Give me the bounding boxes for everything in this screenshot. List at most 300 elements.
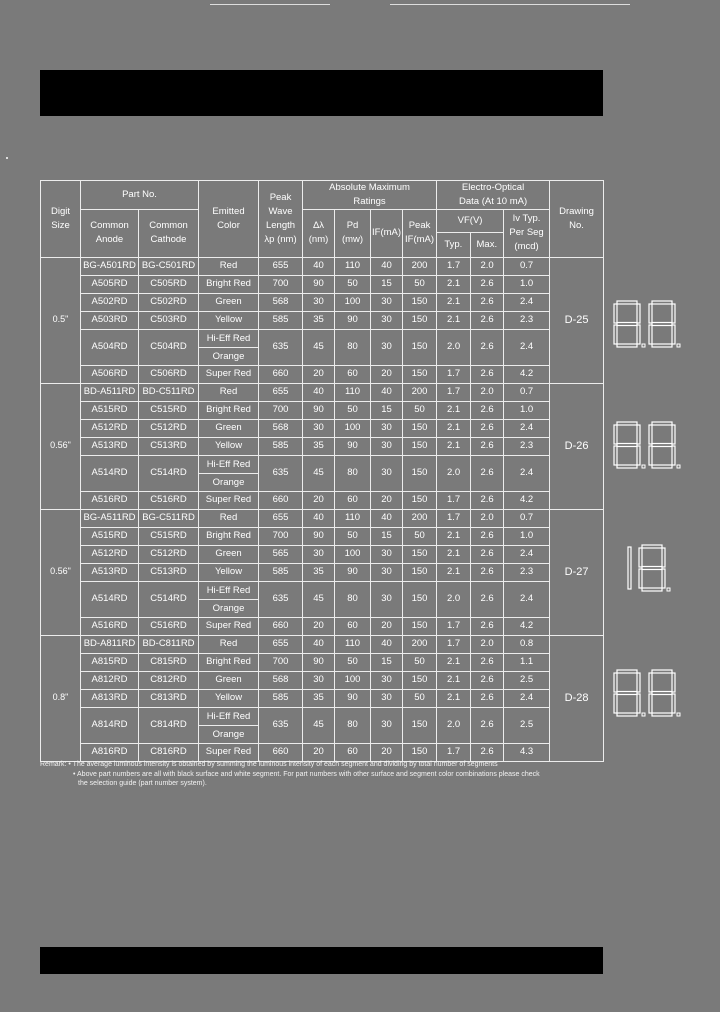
- segment: [617, 444, 637, 447]
- value-if: 30: [371, 671, 403, 689]
- common-anode-part: A814RD: [81, 707, 139, 743]
- emitted-color-primary: Hi-Eff Red: [199, 330, 259, 348]
- segment: [652, 344, 672, 347]
- emitted-color-cell: Green: [199, 671, 259, 689]
- emitted-color-cell: Red: [199, 257, 259, 275]
- value-peak: 200: [403, 509, 437, 527]
- value-if: 15: [371, 275, 403, 293]
- value-dl: 90: [303, 401, 335, 419]
- value-if: 30: [371, 329, 403, 365]
- value-typ: 2.1: [437, 437, 471, 455]
- segment: [652, 422, 672, 425]
- drawing-number: D-28: [550, 635, 604, 761]
- value-peak: 50: [403, 527, 437, 545]
- value-wave: 635: [259, 707, 303, 743]
- value-typ: 2.1: [437, 689, 471, 707]
- common-cathode-part: C812RD: [139, 671, 199, 689]
- segment: [652, 692, 672, 695]
- value-iv: 1.0: [504, 275, 550, 293]
- value-pd: 50: [335, 653, 371, 671]
- common-anode-part: BD-A811RD: [81, 635, 139, 653]
- common-cathode-part: BD-C811RD: [139, 635, 199, 653]
- remarks: [40, 760, 640, 789]
- common-cathode-part: BD-C511RD: [139, 383, 199, 401]
- decimal-point: [677, 344, 680, 347]
- common-cathode-part: C515RD: [139, 527, 199, 545]
- emitted-color-cell: Bright Red: [199, 275, 259, 293]
- value-iv: 2.4: [504, 545, 550, 563]
- value-typ: 2.0: [437, 329, 471, 365]
- table-row: [41, 365, 604, 383]
- common-anode-part: A512RD: [81, 545, 139, 563]
- emitted-color-cell: Yellow: [199, 437, 259, 455]
- typ-header: Typ.: [437, 233, 471, 257]
- value-iv: 2.4: [504, 455, 550, 491]
- digit-size-cell: 0.56": [41, 383, 81, 509]
- bottom-banner: [40, 947, 603, 974]
- value-dl: 45: [303, 455, 335, 491]
- iv-header: Iv Typ. Per Seg (mcd): [504, 209, 550, 257]
- value-typ: 2.1: [437, 527, 471, 545]
- value-typ: 2.0: [437, 581, 471, 617]
- table-body: [41, 257, 604, 761]
- common-anode-part: A505RD: [81, 275, 139, 293]
- value-wave: 635: [259, 581, 303, 617]
- value-typ: 2.0: [437, 707, 471, 743]
- value-typ: 1.7: [437, 635, 471, 653]
- table-row: [41, 275, 604, 293]
- common-cathode-part: C502RD: [139, 293, 199, 311]
- emitted-color-cell: Yellow: [199, 563, 259, 581]
- value-dl: 45: [303, 707, 335, 743]
- emitted-color-cell: [199, 707, 259, 743]
- value-max: 2.6: [471, 581, 504, 617]
- segment: [652, 301, 672, 304]
- segment: [652, 713, 672, 716]
- value-pd: 90: [335, 563, 371, 581]
- table-header: [41, 181, 604, 258]
- value-peak: 200: [403, 383, 437, 401]
- common-anode-part: A513RD: [81, 563, 139, 581]
- table-row: [41, 581, 604, 617]
- common-cathode-part: C514RD: [139, 581, 199, 617]
- value-max: 2.6: [471, 437, 504, 455]
- table-row: [41, 491, 604, 509]
- value-pd: 90: [335, 689, 371, 707]
- value-dl: 20: [303, 617, 335, 635]
- value-peak: 150: [403, 707, 437, 743]
- table-row: [41, 617, 604, 635]
- value-wave: 655: [259, 257, 303, 275]
- common-anode-part: A503RD: [81, 311, 139, 329]
- value-pd: 50: [335, 527, 371, 545]
- segment: [614, 446, 617, 465]
- common-anode-part: A506RD: [81, 365, 139, 383]
- emitted-color-cell: Green: [199, 545, 259, 563]
- segment: [642, 567, 662, 570]
- value-if: 20: [371, 491, 403, 509]
- value-wave: 568: [259, 671, 303, 689]
- abs-max-header: Absolute Maximum Ratings: [303, 181, 437, 210]
- display-drawing-d26: [609, 418, 689, 478]
- segment: [672, 325, 675, 344]
- value-dl: 40: [303, 383, 335, 401]
- value-wave: 568: [259, 419, 303, 437]
- value-max: 2.6: [471, 365, 504, 383]
- segment: [649, 694, 652, 713]
- value-pd: 60: [335, 491, 371, 509]
- value-if: 15: [371, 401, 403, 419]
- scan-dot: [6, 157, 8, 159]
- top-rule-left: [210, 4, 330, 5]
- value-pd: 110: [335, 635, 371, 653]
- segment: [617, 323, 637, 326]
- common-cathode-part: C814RD: [139, 707, 199, 743]
- value-wave: 585: [259, 311, 303, 329]
- value-peak: 150: [403, 419, 437, 437]
- segment: [614, 694, 617, 713]
- remark-line-3: the selection guide (part number system).: [78, 780, 207, 787]
- value-if: 30: [371, 455, 403, 491]
- value-pd: 100: [335, 545, 371, 563]
- value-iv: 1.1: [504, 653, 550, 671]
- segment: [662, 569, 665, 588]
- value-iv: 0.7: [504, 509, 550, 527]
- display-drawing-d28: [609, 666, 689, 726]
- table-row: [41, 419, 604, 437]
- segment: [672, 446, 675, 465]
- value-typ: 1.7: [437, 509, 471, 527]
- common-cathode-part: C514RD: [139, 455, 199, 491]
- value-if: 20: [371, 365, 403, 383]
- value-peak: 150: [403, 563, 437, 581]
- decimal-point: [642, 465, 645, 468]
- emitted-color-secondary: Orange: [212, 350, 245, 362]
- table-row: [41, 671, 604, 689]
- value-dl: 45: [303, 581, 335, 617]
- segment: [672, 304, 675, 323]
- value-typ: 2.1: [437, 671, 471, 689]
- common-anode-part: A502RD: [81, 293, 139, 311]
- common-cathode-part: C505RD: [139, 275, 199, 293]
- emitted-color-cell: Yellow: [199, 689, 259, 707]
- value-if: 40: [371, 383, 403, 401]
- common-anode-part: A516RD: [81, 617, 139, 635]
- value-dl: 40: [303, 635, 335, 653]
- common-cathode-part: C513RD: [139, 437, 199, 455]
- emitted-color-secondary: Orange: [212, 602, 245, 614]
- segment: [614, 673, 617, 692]
- value-iv: 0.7: [504, 383, 550, 401]
- value-peak: 150: [403, 311, 437, 329]
- value-dl: 35: [303, 437, 335, 455]
- decimal-point: [677, 465, 680, 468]
- value-pd: 100: [335, 293, 371, 311]
- value-dl: 35: [303, 563, 335, 581]
- value-iv: 2.3: [504, 563, 550, 581]
- common-cathode-part: C516RD: [139, 491, 199, 509]
- common-cathode-part: C504RD: [139, 329, 199, 365]
- table-row: [41, 437, 604, 455]
- value-iv: 0.7: [504, 257, 550, 275]
- emitted-color-primary: Hi-Eff Red: [199, 582, 259, 600]
- value-max: 2.6: [471, 311, 504, 329]
- value-if: 15: [371, 527, 403, 545]
- value-typ: 2.1: [437, 653, 471, 671]
- value-max: 2.6: [471, 707, 504, 743]
- emitted-color-cell: Super Red: [199, 491, 259, 509]
- value-wave: 635: [259, 329, 303, 365]
- common-anode-part: A812RD: [81, 671, 139, 689]
- value-pd: 60: [335, 743, 371, 761]
- value-wave: 568: [259, 293, 303, 311]
- emitted-color-header: Emitted Color: [199, 181, 259, 258]
- common-anode-part: A514RD: [81, 581, 139, 617]
- value-iv: 2.4: [504, 689, 550, 707]
- value-peak: 150: [403, 437, 437, 455]
- value-wave: 700: [259, 527, 303, 545]
- max-header: Max.: [476, 238, 498, 250]
- table-row: [41, 383, 604, 401]
- value-max: 2.6: [471, 455, 504, 491]
- common-cathode-part: C503RD: [139, 311, 199, 329]
- segment: [637, 325, 640, 344]
- segment: [617, 692, 637, 695]
- value-peak: 150: [403, 293, 437, 311]
- common-cathode-part: C512RD: [139, 419, 199, 437]
- common-cathode-part: C512RD: [139, 545, 199, 563]
- value-peak: 50: [403, 689, 437, 707]
- decimal-point: [677, 713, 680, 716]
- emitted-color-cell: Red: [199, 383, 259, 401]
- segment: [637, 694, 640, 713]
- common-cathode-part: BG-C511RD: [139, 509, 199, 527]
- common-cathode-part: C516RD: [139, 617, 199, 635]
- common-anode-part: A813RD: [81, 689, 139, 707]
- segment: [652, 323, 672, 326]
- value-pd: 90: [335, 437, 371, 455]
- part-no-header: Part No.: [81, 181, 199, 210]
- drawing-header: Drawing No.: [550, 181, 604, 258]
- value-peak: 150: [403, 329, 437, 365]
- segment: [649, 673, 652, 692]
- value-peak: 150: [403, 671, 437, 689]
- emitted-color-cell: Red: [199, 509, 259, 527]
- value-wave: 700: [259, 401, 303, 419]
- value-pd: 110: [335, 509, 371, 527]
- value-if: 40: [371, 635, 403, 653]
- display-drawing-d27: [609, 541, 689, 601]
- emitted-color-cell: Super Red: [199, 743, 259, 761]
- value-peak: 150: [403, 743, 437, 761]
- value-wave: 585: [259, 437, 303, 455]
- value-pd: 50: [335, 275, 371, 293]
- value-wave: 585: [259, 689, 303, 707]
- emitted-color-secondary: Orange: [212, 476, 245, 488]
- emitted-color-cell: [199, 329, 259, 365]
- segment: [649, 304, 652, 323]
- digit-size-cell: 0.56": [41, 509, 81, 635]
- segment: [637, 446, 640, 465]
- common-anode-part: A816RD: [81, 743, 139, 761]
- value-max: 2.6: [471, 527, 504, 545]
- common-anode-part: BG-A501RD: [81, 257, 139, 275]
- value-max: 2.6: [471, 401, 504, 419]
- segment: [649, 425, 652, 444]
- value-pd: 80: [335, 329, 371, 365]
- segment: [617, 301, 637, 304]
- common-anode-part: A515RD: [81, 527, 139, 545]
- value-typ: 1.7: [437, 743, 471, 761]
- value-dl: 20: [303, 743, 335, 761]
- value-iv: 2.4: [504, 581, 550, 617]
- emitted-color-cell: [199, 581, 259, 617]
- common-cathode-part: C513RD: [139, 563, 199, 581]
- value-dl: 20: [303, 365, 335, 383]
- value-pd: 50: [335, 401, 371, 419]
- value-dl: 30: [303, 545, 335, 563]
- value-dl: 35: [303, 689, 335, 707]
- value-typ: 2.1: [437, 311, 471, 329]
- segment: [617, 344, 637, 347]
- table-row: [41, 293, 604, 311]
- value-dl: 35: [303, 311, 335, 329]
- segment: [642, 588, 662, 591]
- value-typ: 2.1: [437, 545, 471, 563]
- common-anode-header: Common Anode: [81, 209, 139, 257]
- emitted-color-cell: [199, 455, 259, 491]
- digit-size-cell: 0.8": [41, 635, 81, 761]
- value-dl: 40: [303, 257, 335, 275]
- value-pd: 80: [335, 581, 371, 617]
- table-row: [41, 545, 604, 563]
- common-anode-part: A504RD: [81, 329, 139, 365]
- value-iv: 4.3: [504, 743, 550, 761]
- segment: [672, 673, 675, 692]
- table-row: [41, 635, 604, 653]
- emitted-color-cell: Bright Red: [199, 401, 259, 419]
- value-wave: 585: [259, 563, 303, 581]
- one-segment: [628, 547, 631, 589]
- value-dl: 40: [303, 509, 335, 527]
- value-iv: 4.2: [504, 491, 550, 509]
- segment: [617, 713, 637, 716]
- common-anode-part: A513RD: [81, 437, 139, 455]
- emitted-color-cell: Bright Red: [199, 527, 259, 545]
- value-dl: 90: [303, 527, 335, 545]
- common-cathode-part: C816RD: [139, 743, 199, 761]
- emitted-color-cell: Super Red: [199, 617, 259, 635]
- value-max: 2.0: [471, 257, 504, 275]
- if-header: IF(mA): [371, 209, 403, 257]
- emitted-color-cell: Super Red: [199, 365, 259, 383]
- common-anode-part: A815RD: [81, 653, 139, 671]
- value-iv: 1.0: [504, 527, 550, 545]
- value-max: 2.6: [471, 563, 504, 581]
- drawing-number: D-26: [550, 383, 604, 509]
- value-dl: 30: [303, 419, 335, 437]
- value-iv: 2.3: [504, 311, 550, 329]
- value-max: 2.6: [471, 293, 504, 311]
- table-row: [41, 329, 604, 365]
- table-row: [41, 743, 604, 761]
- value-max: 2.6: [471, 653, 504, 671]
- value-iv: 2.4: [504, 419, 550, 437]
- vf-header: VF(V) Typ. Max.: [437, 209, 504, 257]
- value-iv: 2.4: [504, 329, 550, 365]
- value-peak: 200: [403, 257, 437, 275]
- value-pd: 80: [335, 707, 371, 743]
- table-row: [41, 509, 604, 527]
- value-if: 30: [371, 707, 403, 743]
- value-iv: 2.3: [504, 437, 550, 455]
- segment: [617, 465, 637, 468]
- value-max: 2.6: [471, 329, 504, 365]
- common-cathode-header: Common Cathode: [139, 209, 199, 257]
- value-pd: 110: [335, 383, 371, 401]
- value-iv: 2.5: [504, 671, 550, 689]
- value-wave: 660: [259, 491, 303, 509]
- common-anode-part: BD-A511RD: [81, 383, 139, 401]
- value-wave: 660: [259, 743, 303, 761]
- value-iv: 4.2: [504, 617, 550, 635]
- segment: [637, 304, 640, 323]
- emitted-color-cell: Yellow: [199, 311, 259, 329]
- value-if: 30: [371, 581, 403, 617]
- common-anode-part: A515RD: [81, 401, 139, 419]
- value-wave: 700: [259, 275, 303, 293]
- digit-size-cell: 0.5": [41, 257, 81, 383]
- table-row: [41, 527, 604, 545]
- common-anode-part: A512RD: [81, 419, 139, 437]
- drawing-number: D-27: [550, 509, 604, 635]
- value-pd: 60: [335, 617, 371, 635]
- value-wave: 655: [259, 509, 303, 527]
- table-row: [41, 311, 604, 329]
- value-max: 2.6: [471, 419, 504, 437]
- emitted-color-cell: Green: [199, 293, 259, 311]
- value-peak: 200: [403, 635, 437, 653]
- value-dl: 45: [303, 329, 335, 365]
- digit-size-header: Digit Size: [41, 181, 81, 258]
- value-iv: 2.4: [504, 293, 550, 311]
- value-wave: 635: [259, 455, 303, 491]
- top-banner: [40, 70, 603, 116]
- value-peak: 50: [403, 401, 437, 419]
- segment: [639, 548, 642, 567]
- value-peak: 150: [403, 365, 437, 383]
- segment: [649, 325, 652, 344]
- value-if: 40: [371, 257, 403, 275]
- value-typ: 2.1: [437, 401, 471, 419]
- value-typ: 2.1: [437, 419, 471, 437]
- value-if: 30: [371, 563, 403, 581]
- value-if: 30: [371, 689, 403, 707]
- segment: [614, 325, 617, 344]
- value-if: 30: [371, 419, 403, 437]
- value-iv: 1.0: [504, 401, 550, 419]
- table-row: [41, 707, 604, 743]
- value-typ: 1.7: [437, 365, 471, 383]
- drawing-number: D-25: [550, 257, 604, 383]
- table-row: [41, 689, 604, 707]
- value-peak: 150: [403, 545, 437, 563]
- value-typ: 1.7: [437, 491, 471, 509]
- segment: [637, 425, 640, 444]
- value-if: 30: [371, 311, 403, 329]
- emitted-color-primary: Hi-Eff Red: [199, 456, 259, 474]
- segment: [637, 673, 640, 692]
